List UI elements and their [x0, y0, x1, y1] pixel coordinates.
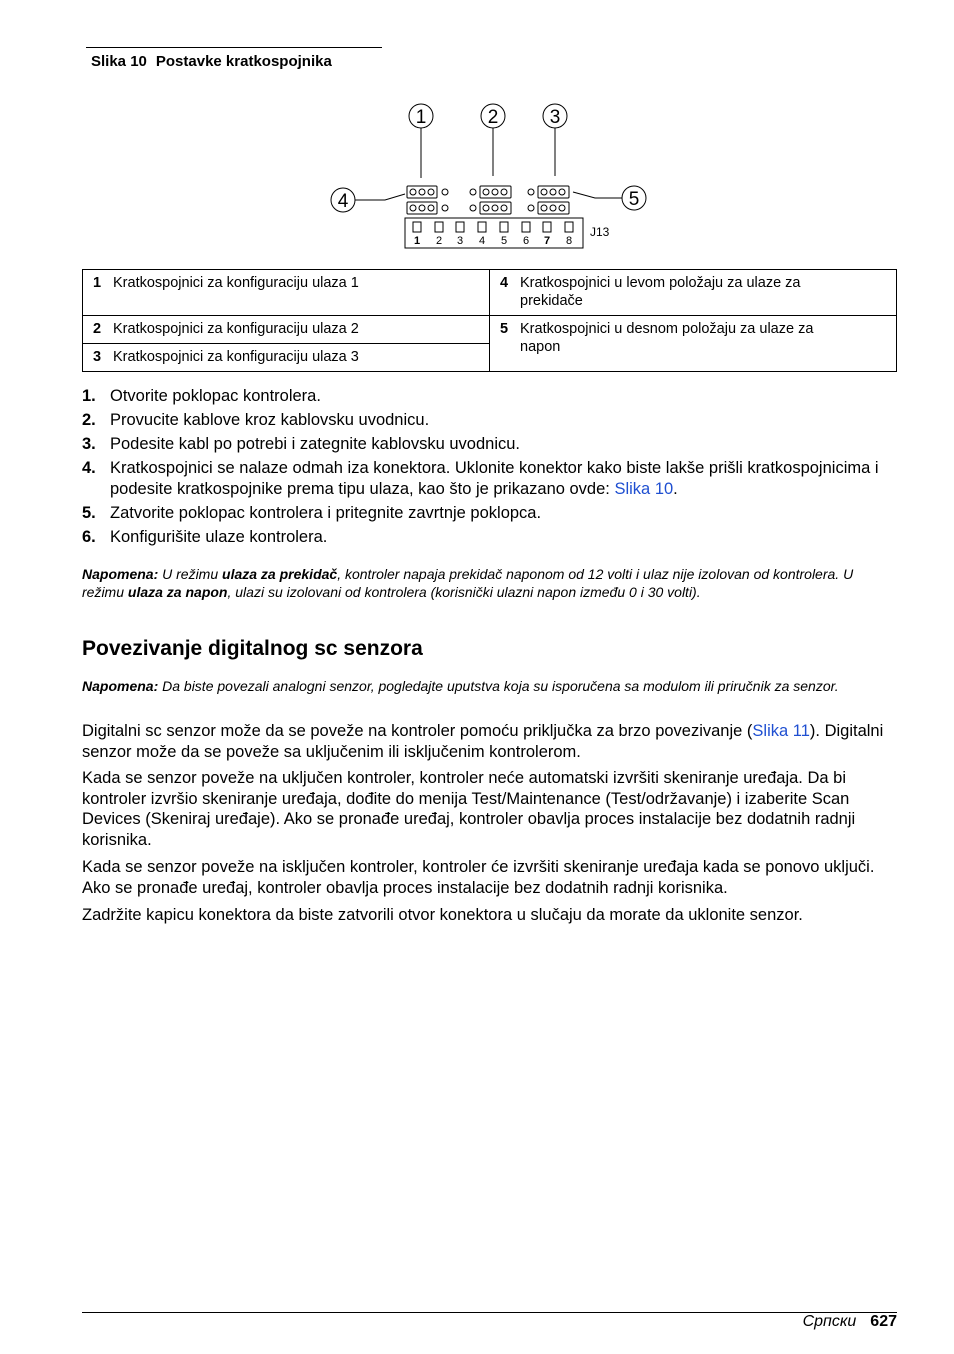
j13-label: J13 [590, 225, 610, 239]
legend-cell [490, 270, 897, 316]
step-text-end: . [673, 480, 678, 498]
step-item [82, 458, 902, 500]
legend-cell [83, 344, 490, 372]
legend-text: Kratkospojnici za konfiguraciju ulaza 2 [113, 321, 359, 337]
figure-11-link[interactable]: Slika 11 [752, 722, 810, 740]
figure-10-link[interactable]: Slika 10 [614, 480, 674, 498]
step-text: Konfigurišite ulaze kontrolera. [110, 528, 328, 546]
step-number: 6. [82, 528, 96, 546]
legend-text: Kratkospojnici za konfiguraciju ulaza 3 [113, 349, 359, 365]
callout-3-label: 3 [549, 107, 561, 128]
legend-number: 1 [93, 275, 102, 291]
note-emphasis: ulaza za napon [127, 584, 228, 600]
step-number: 5. [82, 504, 96, 522]
note-label: Napomena: [82, 678, 159, 694]
step-item [82, 410, 902, 431]
pin-label: 7 [543, 235, 551, 247]
note-input-modes [82, 565, 882, 601]
legend-text: Kratkospojnici za konfiguraciju ulaza 1 [113, 275, 359, 291]
step-item [82, 386, 902, 407]
step-text: Zatvorite poklopac kontrolera i pritegnite zavrtnje poklopca. [110, 504, 542, 522]
figure-legend-table [82, 269, 897, 372]
note-text: , ulazi su izolovani od kontrolera (korisnički ulazni napon između 0 i 30 volti). [227, 584, 701, 600]
paragraph-connector-cap: Zadržite kapicu konektora da biste zatvorili otvor konektora u slučaju da morate da uklonite senzor. [82, 906, 803, 924]
step-number: 2. [82, 411, 96, 429]
legend-number: 2 [93, 321, 102, 337]
procedure-steps [82, 386, 902, 551]
j13-connector [405, 218, 583, 248]
pin-label: 2 [435, 235, 443, 247]
step-item [82, 434, 902, 455]
callout-1-label: 1 [415, 107, 427, 128]
legend-cell [490, 316, 897, 372]
pin-label: 3 [456, 235, 464, 247]
paragraph-text: Digitalni sc senzor može da se poveže na kontroler pomoću priključka za brzo povezivanje ( [82, 722, 753, 740]
pin-label: 1 [413, 235, 421, 247]
figure-caption [91, 53, 332, 70]
jumper-settings-diagram [325, 98, 665, 254]
pin-label: 6 [522, 235, 530, 247]
step-item [82, 503, 902, 524]
pin-label: 8 [565, 235, 573, 247]
paragraph-powered-on: Kada se senzor poveže na uključen kontroler, kontroler neće automatski izvršiti skeniranje uređaja. Da bi kontroler izvršio skeniranje uređaja, dođite do menija Test/Maintenance (Test/održavanje) i izaberite Scan Devices (Skeniraj uređaje). Ako se pronađe uređaj, kontroler obavlja proces instalacije bez dodatnih radnji korisnika. [82, 769, 856, 849]
pin-label: 4 [478, 235, 486, 247]
legend-cell [83, 316, 490, 344]
legend-number: 5 [500, 321, 509, 337]
step-number: 1. [82, 387, 96, 405]
callout-2-label: 2 [487, 107, 499, 128]
figure-top-rule [86, 47, 382, 48]
note-emphasis: ulaza za prekidač [222, 566, 338, 582]
figure-title: Postavke kratkospojnika [155, 53, 332, 70]
footer-language: Српски [802, 1313, 857, 1330]
callout-4-label: 4 [337, 191, 349, 212]
callout-5-label: 5 [628, 189, 640, 210]
legend-text: Kratkospojnici u levom položaju za ulaze za prekidače [520, 275, 801, 309]
note-text: U režimu [158, 566, 223, 582]
step-text: Kratkospojnici se nalaze odmah iza konektora. Uklonite konektor kako biste lakše prišli kratkospojnicima i podesite kratkospojnike prema tipu ulaza, kao što je prikazano ovde: [110, 459, 879, 498]
page-footer [803, 1313, 897, 1331]
note-text: Da biste povezali analogni senzor, pogledajte uputstva koja su isporučena sa modulom ili priručnik za senzor. [158, 678, 839, 694]
step-text: Provucite kablove kroz kablovsku uvodnicu. [110, 411, 430, 429]
footer-rule [82, 1312, 897, 1313]
paragraph-powered-off: Kada se senzor poveže na isključen kontroler, kontroler će izvršiti skeniranje uređaja kada se ponovo uključi. Ako se pronađe uređaj, kontroler obavlja proces instalacije bez dodatnih radnji korisnika. [82, 858, 875, 897]
legend-cell [83, 270, 490, 316]
step-text: Podesite kabl po potrebi i zategnite kablovsku uvodnicu. [110, 435, 521, 453]
paragraph-text: ). Digitalni senzor može da se poveže sa uključenim ili isključenim kontrolerom. [82, 722, 884, 761]
legend-text: Kratkospojnici u desnom položaju za ulaze za napon [520, 321, 814, 355]
step-number: 4. [82, 459, 96, 477]
section-heading: Povezivanje digitalnog sc senzora [82, 637, 423, 660]
step-item [82, 527, 902, 548]
note-analog-sensor [82, 677, 877, 695]
pin-label: 5 [500, 235, 508, 247]
step-text: Otvorite poklopac kontrolera. [110, 387, 321, 405]
note-label: Napomena: [82, 566, 159, 582]
page-number: 627 [870, 1313, 897, 1330]
legend-number: 4 [500, 275, 509, 291]
note-text: , kontroler napaja prekidač naponom od 12 volti i ulaz nije izolovan od kontrolera. U režimu [82, 566, 854, 600]
figure-label: Slika 10 [91, 53, 147, 70]
step-number: 3. [82, 435, 96, 453]
legend-number: 3 [93, 349, 102, 365]
paragraph-quick-connect [82, 721, 900, 762]
